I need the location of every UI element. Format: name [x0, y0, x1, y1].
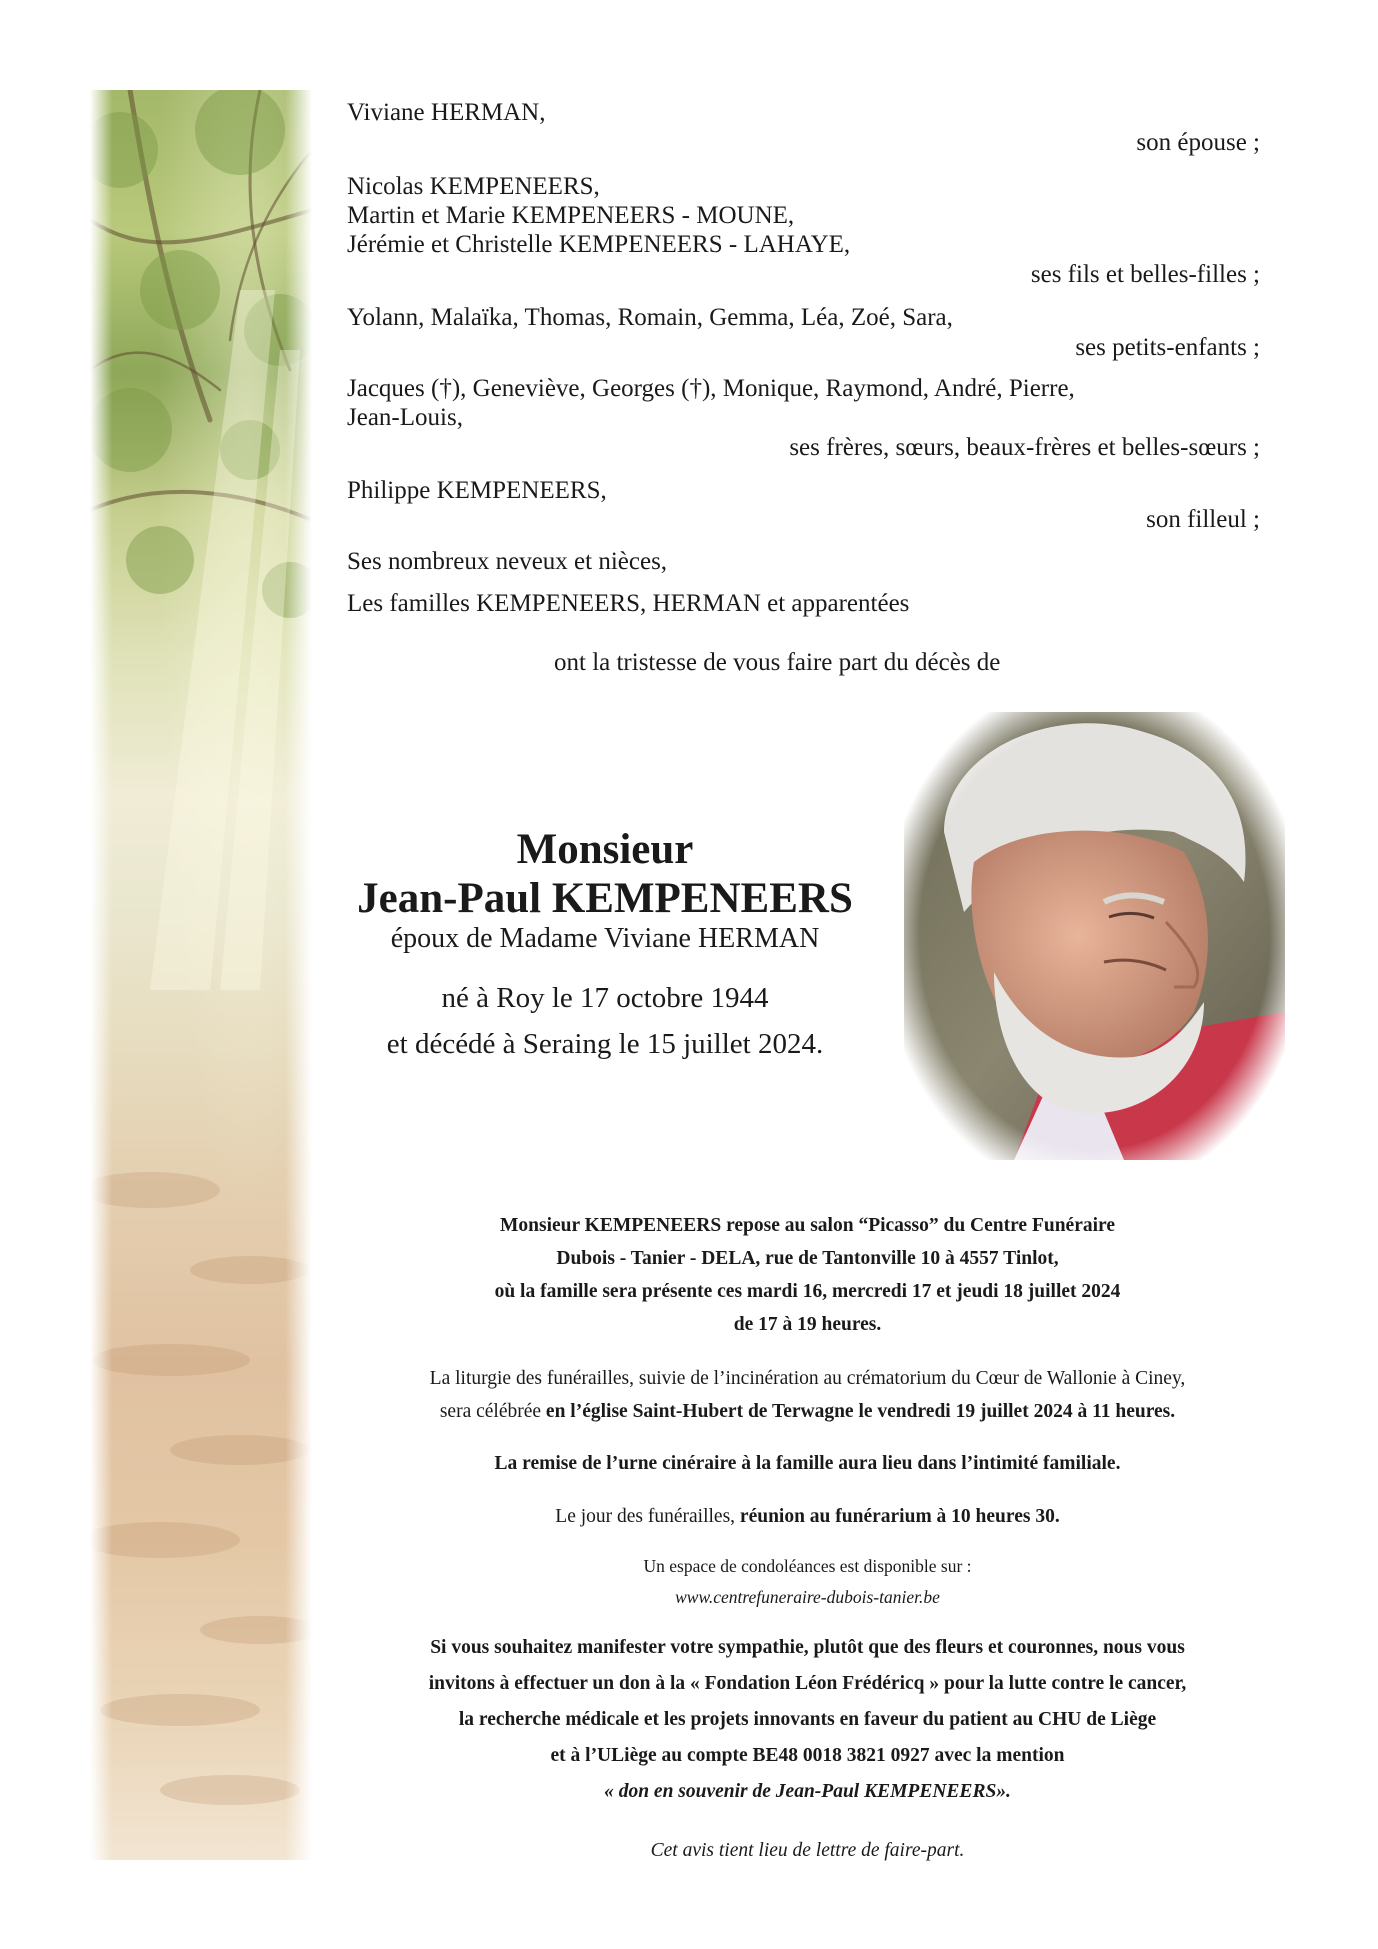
deceased-title: Monsieur	[516, 826, 694, 873]
liturgy-prefix: sera célébrée	[439, 1401, 546, 1422]
visitation-line: de 17 à 19 heures.	[733, 1314, 882, 1335]
liturgy-location: en l’église Saint-Hubert de Terwagne le vendredi 19 juillet 2024 à 11 heures.	[545, 1401, 1176, 1422]
donation-line: invitons à effectuer un don à la « Fondation Léon Frédéricq » pour la lutte contre le cancer,	[428, 1673, 1187, 1694]
urn-notice: La remise de l’urne cinéraire à la famille aura lieu dans l’intimité familiale.	[494, 1453, 1121, 1474]
meeting-line	[340, 1504, 1275, 1530]
meeting-time: réunion au funérarium à 10 heures 30.	[739, 1506, 1060, 1527]
siblings-role: ses frères, sœurs, beaux-frères et belles-sœurs ;	[789, 434, 1260, 461]
spouse-name: Viviane HERMAN,	[347, 99, 546, 126]
forest-path-image	[90, 90, 312, 1860]
deceased-name: Jean-Paul KEMPENEERS	[357, 875, 853, 922]
footer-note: Cet avis tient lieu de lettre de faire-part.	[650, 1840, 965, 1861]
meeting-prefix: Le jour des funérailles,	[555, 1506, 740, 1527]
announcement-text: ont la tristesse de vous faire part du décès de	[554, 649, 1001, 676]
child-line: Martin et Marie KEMPENEERS - MOUNE,	[347, 202, 795, 229]
donation-line: et à l’ULiège au compte BE48 0018 3821 0927 avec la mention	[550, 1745, 1065, 1766]
godson: Philippe KEMPENEERS,	[347, 477, 607, 504]
donation-line: Si vous souhaitez manifester votre sympathie, plutôt que des fleurs et couronnes, nous vous	[430, 1637, 1185, 1658]
grandchildren-role: ses petits-enfants ;	[1075, 334, 1260, 361]
spouse-role: son épouse ;	[1136, 129, 1260, 156]
families: Les familles KEMPENEERS, HERMAN et apparentées	[347, 590, 910, 617]
deceased-spouse: époux de Madame Viviane HERMAN	[390, 923, 820, 954]
siblings-line: Jean-Louis,	[347, 404, 463, 431]
donation-mention: « don en souvenir de Jean-Paul KEMPENEERS».	[604, 1781, 1011, 1802]
nephews: Ses nombreux neveux et nièces,	[347, 548, 668, 575]
liturgy-line-2	[340, 1399, 1275, 1425]
condolences-link[interactable]: www.centrefuneraire-dubois-tanier.be	[675, 1587, 940, 1607]
death-info: et décédé à Seraing le 15 juillet 2024.	[386, 1028, 824, 1060]
children-role: ses fils et belles-filles ;	[1030, 261, 1260, 288]
portrait-photo	[904, 712, 1285, 1160]
visitation-line: Dubois - Tanier - DELA, rue de Tantonville 10 à 4557 Tinlot,	[556, 1248, 1059, 1269]
godson-role: son filleul ;	[1146, 506, 1260, 533]
liturgy-line: La liturgie des funérailles, suivie de l’incinération au crématorium du Cœur de Wallonie à Ciney,	[429, 1368, 1186, 1389]
condolences-label: Un espace de condoléances est disponible sur :	[643, 1556, 972, 1576]
birth-info: né à Roy le 17 octobre 1944	[441, 982, 769, 1014]
donation-line: la recherche médicale et les projets innovants en faveur du patient au CHU de Liège	[458, 1709, 1157, 1730]
grandchildren: Yolann, Malaïka, Thomas, Romain, Gemma, Léa, Zoé, Sara,	[347, 304, 953, 331]
child-line: Jérémie et Christelle KEMPENEERS - LAHAYE,	[347, 231, 851, 258]
child-line: Nicolas KEMPENEERS,	[347, 173, 600, 200]
siblings-line: Jacques (†), Geneviève, Georges (†), Monique, Raymond, André, Pierre,	[347, 375, 1075, 402]
visitation-line: Monsieur KEMPENEERS repose au salon “Picasso” du Centre Funéraire	[500, 1215, 1115, 1236]
visitation-line: où la famille sera présente ces mardi 16, mercredi 17 et jeudi 18 juillet 2024	[494, 1281, 1121, 1302]
